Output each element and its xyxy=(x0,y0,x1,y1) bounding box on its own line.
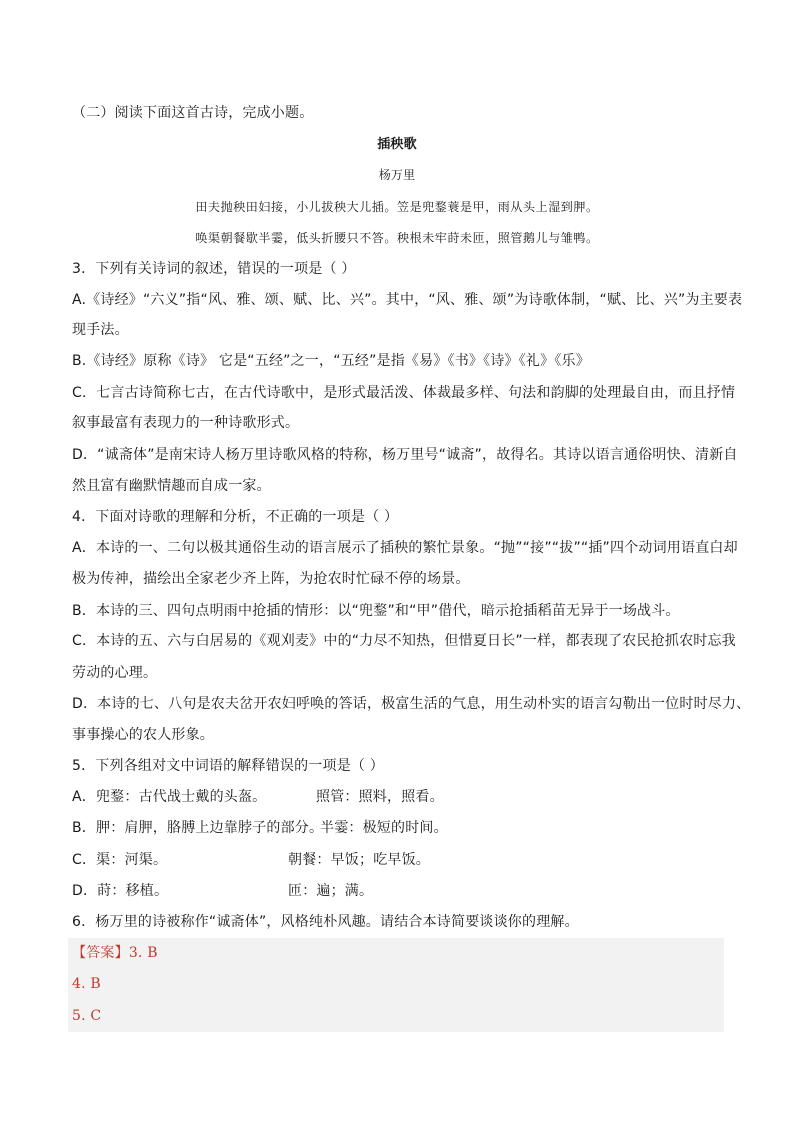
question-5-option-c: C．渠：河渠。 xyxy=(72,852,168,868)
question-3-option-c-cont: 叙事最富有表现力的一种诗歌形式。 xyxy=(72,415,300,431)
question-3-option-a-cont: 现手法。 xyxy=(72,322,129,338)
question-5-stem: 5．下列各组对文中词语的解释错误的一项是（ ） xyxy=(72,758,384,774)
question-6-stem: 6．杨万里的诗被称作“诚斋体”，风格纯朴风趣。请结合本诗简要谈谈你的理解。 xyxy=(72,914,579,930)
question-4-option-c-cont: 劳动的心理。 xyxy=(72,665,158,681)
question-3-option-a: A.《诗经》“六义”指“风、雅、颂、赋、比、兴”。其中，“风、雅、颂”为诗歌体制，“赋、比、兴”为主要表 xyxy=(72,292,743,308)
question-5-option-b-pair: 半霎：极短的时间。 xyxy=(320,820,448,836)
question-4-stem: 4．下面对诗歌的理解和分析，不正确的一项是（ ） xyxy=(72,509,399,525)
question-3-option-b: B.《诗经》原称《诗》 它是“五经”之一，“五经”是指《易》《书》《诗》《礼》《乐》 xyxy=(72,353,590,369)
question-5-option-a: A．兜鍪：古代战士戴的头盔。 xyxy=(72,789,267,805)
question-5-option-c-pair: 朝餐：早饭；吃早饭。 xyxy=(288,852,430,868)
question-3-option-d: D．“诚斋体”是南宋诗人杨万里诗歌风格的特称，杨万里号“诚斋”，故得名。其诗以语言通俗明快、清新自 xyxy=(72,447,738,463)
poem-line-2: 唤渠朝餐歇半霎，低头折腰只不答。秧根未牢莳未匝，照管鹅儿与雏鸭。 xyxy=(195,231,599,245)
poem-author: 杨万里 xyxy=(378,168,416,182)
answer-line-3 xyxy=(72,944,724,962)
answer-4: 4. B xyxy=(72,976,101,992)
question-5-option-d-pair: 匝：遍；满。 xyxy=(288,883,374,899)
poem-line-1: 田夫抛秧田妇接，小儿拔秧大儿插。笠是兜鍪蓑是甲，雨从头上湿到胛。 xyxy=(195,200,599,214)
answer-5: 5. C xyxy=(72,1008,102,1024)
poem-title: 插秧歌 xyxy=(377,137,417,152)
answer-3: 3. B xyxy=(128,945,158,961)
question-4-option-a-cont: 极为传神，描绘出全家老少齐上阵，为抢农时忙碌不停的场景。 xyxy=(72,571,470,587)
question-4-option-b: B．本诗的三、四句点明雨中抢插的情形：以“兜鍪”和“甲”借代，暗示抢插稻苗无异于一场战斗。 xyxy=(72,603,680,619)
question-4-option-d-cont: 事事操心的农人形象。 xyxy=(72,727,214,743)
question-3-option-c: C．七言古诗简称七古，在古代诗歌中，是形式最活泼、体裁最多样、句法和韵脚的处理最自由，而且抒情 xyxy=(72,385,736,401)
section-heading: （二）阅读下面这首古诗，完成小题。 xyxy=(72,105,314,121)
question-5-option-a-pair: 照管：照料，照看。 xyxy=(316,789,444,805)
question-4-option-d: D．本诗的七、八句是农夫岔开农妇呼唤的答话，极富生活的气息，用生动朴实的语言勾勒出一位时时尽力、 xyxy=(72,696,751,712)
question-5-option-b: B．胛：肩胛，胳膊上边靠脖子的部分。 xyxy=(72,820,324,836)
question-4-option-a: A．本诗的一、二句以极其通俗生动的语言展示了插秧的繁忙景象。“抛”“接”“拔”“插”四个动词用语直白却 xyxy=(72,540,738,556)
question-4-option-c: C．本诗的五、六与白居易的《观刈麦》中的“力尽不知热，但惜夏日长”一样，都表现了农民抢抓农时忘我 xyxy=(72,633,736,649)
question-3-stem: 3．下列有关诗词的叙述，错误的一项是（ ） xyxy=(72,261,356,277)
question-3-option-d-cont: 然且富有幽默情趣而自成一家。 xyxy=(72,478,271,494)
question-5-option-d: D．莳：移植。 xyxy=(72,883,169,899)
answer-label: 【答案】 xyxy=(72,945,129,961)
